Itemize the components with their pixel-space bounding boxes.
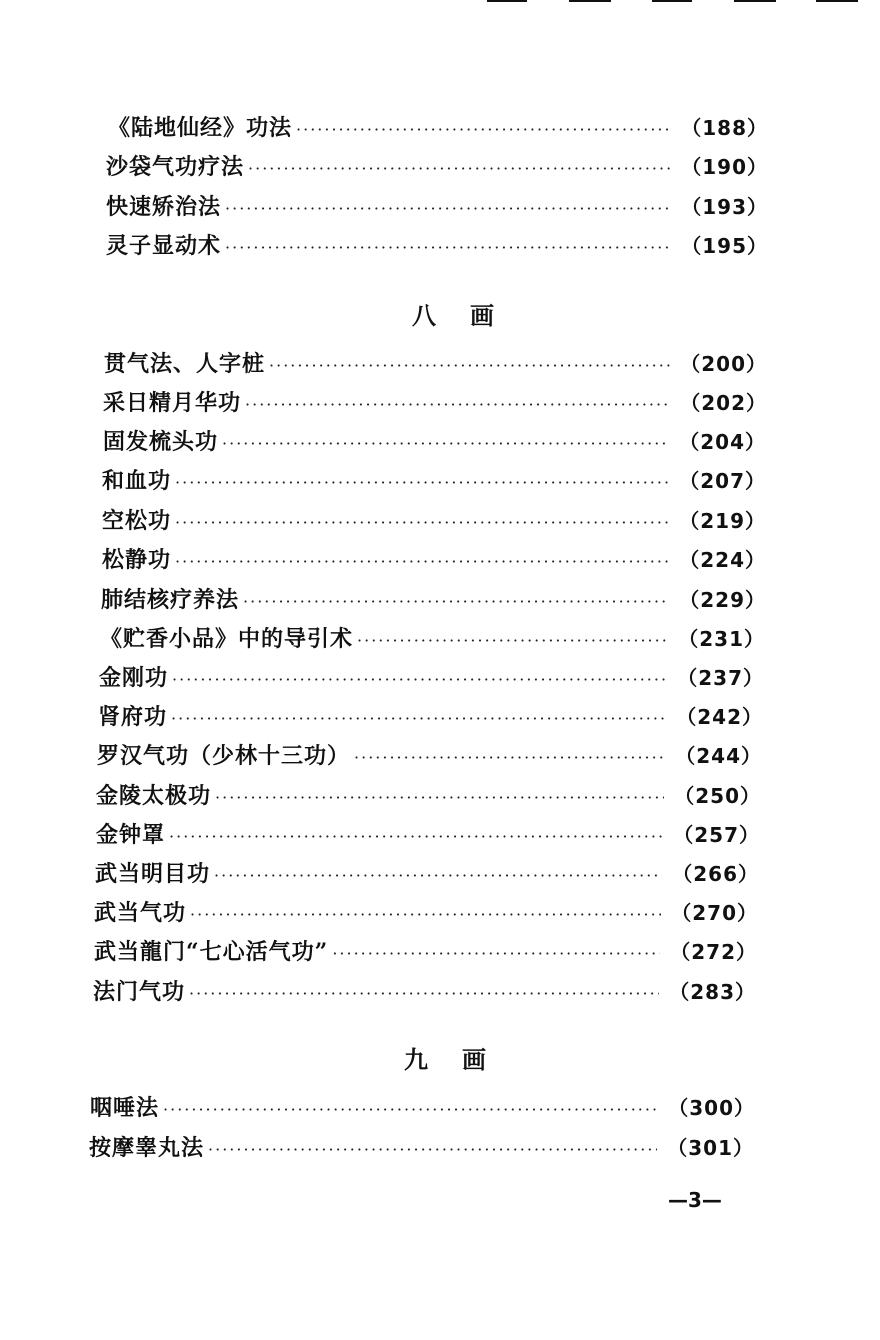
entry-title: 金钟罩 bbox=[96, 822, 166, 848]
entry-page-number: （204） bbox=[679, 430, 766, 454]
entry-title: 松静功 bbox=[102, 547, 172, 573]
entry-title: 灵子显动术 bbox=[106, 233, 222, 259]
entry-title: 按摩睾丸法 bbox=[89, 1135, 205, 1161]
entry-page-number: （229） bbox=[679, 588, 766, 612]
entry-page-number: （188） bbox=[681, 116, 768, 140]
entry-title: 和血功 bbox=[102, 468, 172, 494]
leader-dots bbox=[189, 978, 659, 1010]
entry-page-number: （195） bbox=[681, 234, 768, 258]
section-heading: 八画 bbox=[412, 301, 528, 330]
entry-page-number: （250） bbox=[674, 784, 761, 808]
toc-entry bbox=[106, 230, 768, 262]
section-heading: 九画 bbox=[404, 1045, 520, 1074]
entry-page-number: （193） bbox=[681, 195, 768, 219]
entry-page-number: （224） bbox=[679, 548, 766, 572]
entry-title: 金刚功 bbox=[99, 665, 169, 691]
leader-dots bbox=[269, 350, 670, 382]
toc-entry bbox=[90, 1092, 755, 1124]
toc-entry bbox=[89, 1132, 754, 1164]
toc-entry bbox=[106, 151, 768, 183]
entry-page-number: （207） bbox=[679, 469, 766, 493]
entry-title: 法门气功 bbox=[93, 979, 186, 1005]
entry-page-number: （270） bbox=[671, 901, 758, 925]
entry-page-number: （272） bbox=[670, 940, 757, 964]
leader-dots bbox=[296, 114, 671, 146]
entry-page-number: （300） bbox=[668, 1096, 755, 1120]
leader-dots bbox=[163, 1094, 658, 1126]
leader-dots bbox=[190, 899, 661, 931]
entry-page-number: （301） bbox=[667, 1136, 754, 1160]
leader-dots bbox=[169, 821, 663, 853]
toc-entry bbox=[101, 584, 766, 616]
header-rule bbox=[652, 0, 692, 2]
entry-page-number: （231） bbox=[678, 627, 765, 651]
header-rule bbox=[734, 0, 776, 2]
toc-entry bbox=[94, 936, 757, 968]
leader-dots bbox=[225, 232, 671, 264]
entry-page-number: （242） bbox=[676, 705, 763, 729]
entry-page-number: （266） bbox=[672, 862, 759, 886]
entry-title: 肾府功 bbox=[98, 704, 168, 730]
entry-title: 《陆地仙经》功法 bbox=[108, 115, 293, 141]
toc-entry bbox=[95, 858, 759, 890]
entry-title: 空松功 bbox=[102, 508, 172, 534]
entry-page-number: （244） bbox=[675, 744, 762, 768]
leader-dots bbox=[225, 193, 671, 225]
entry-page-number: （200） bbox=[680, 352, 767, 376]
header-rule bbox=[816, 0, 858, 2]
toc-entry bbox=[106, 191, 768, 223]
entry-title: 咽唾法 bbox=[90, 1095, 160, 1121]
leader-dots bbox=[175, 467, 669, 499]
entry-page-number: （257） bbox=[673, 823, 760, 847]
toc-entry bbox=[102, 505, 766, 537]
toc-entry bbox=[98, 701, 763, 733]
leader-dots bbox=[175, 507, 669, 539]
entry-title: 固发梳头功 bbox=[103, 429, 219, 455]
entry-title: 罗汉气功（少林十三功） bbox=[97, 743, 351, 769]
header-rule bbox=[569, 0, 611, 2]
leader-dots bbox=[248, 153, 671, 185]
leader-dots bbox=[332, 938, 660, 970]
toc-entry bbox=[102, 465, 766, 497]
leader-dots bbox=[354, 742, 665, 774]
entry-title: 贯气法、人字桩 bbox=[104, 351, 266, 377]
toc-entry bbox=[96, 780, 761, 812]
leader-dots bbox=[222, 428, 669, 460]
entry-title: 快速矫治法 bbox=[106, 194, 222, 220]
entry-page-number: （283） bbox=[669, 980, 756, 1004]
entry-title: 肺结核疗养法 bbox=[101, 587, 240, 613]
toc-entry bbox=[108, 112, 768, 144]
entry-page-number: （202） bbox=[680, 391, 767, 415]
page-number: —3— bbox=[668, 1188, 722, 1212]
toc-entry bbox=[99, 662, 764, 694]
leader-dots bbox=[215, 782, 664, 814]
toc-entry bbox=[104, 348, 767, 380]
leader-dots bbox=[171, 703, 666, 735]
toc-entry bbox=[100, 623, 765, 655]
leader-dots bbox=[172, 664, 667, 696]
entry-page-number: （190） bbox=[681, 155, 768, 179]
entry-title: 《贮香小品》中的导引术 bbox=[100, 626, 354, 652]
entry-title: 金陵太极功 bbox=[96, 783, 212, 809]
toc-entry bbox=[97, 740, 762, 772]
toc-entry bbox=[93, 976, 756, 1008]
leader-dots bbox=[208, 1134, 657, 1166]
entry-page-number: （237） bbox=[677, 666, 764, 690]
leader-dots bbox=[214, 860, 662, 892]
toc-entry bbox=[103, 387, 767, 419]
entry-title: 采日精月华功 bbox=[103, 390, 242, 416]
header-rule bbox=[487, 0, 527, 2]
toc-entry bbox=[103, 426, 766, 458]
toc-entry bbox=[96, 819, 760, 851]
leader-dots bbox=[357, 625, 668, 657]
entry-title: 沙袋气功疗法 bbox=[106, 154, 245, 180]
entry-page-number: （219） bbox=[679, 509, 766, 533]
entry-title: 武当明目功 bbox=[95, 861, 211, 887]
entry-title: 武当龍门“七心活气功” bbox=[94, 939, 329, 965]
entry-title: 武当气功 bbox=[94, 900, 187, 926]
leader-dots bbox=[175, 546, 669, 578]
toc-entry bbox=[102, 544, 766, 576]
leader-dots bbox=[243, 586, 669, 618]
leader-dots bbox=[245, 389, 670, 421]
toc-entry bbox=[94, 897, 758, 929]
